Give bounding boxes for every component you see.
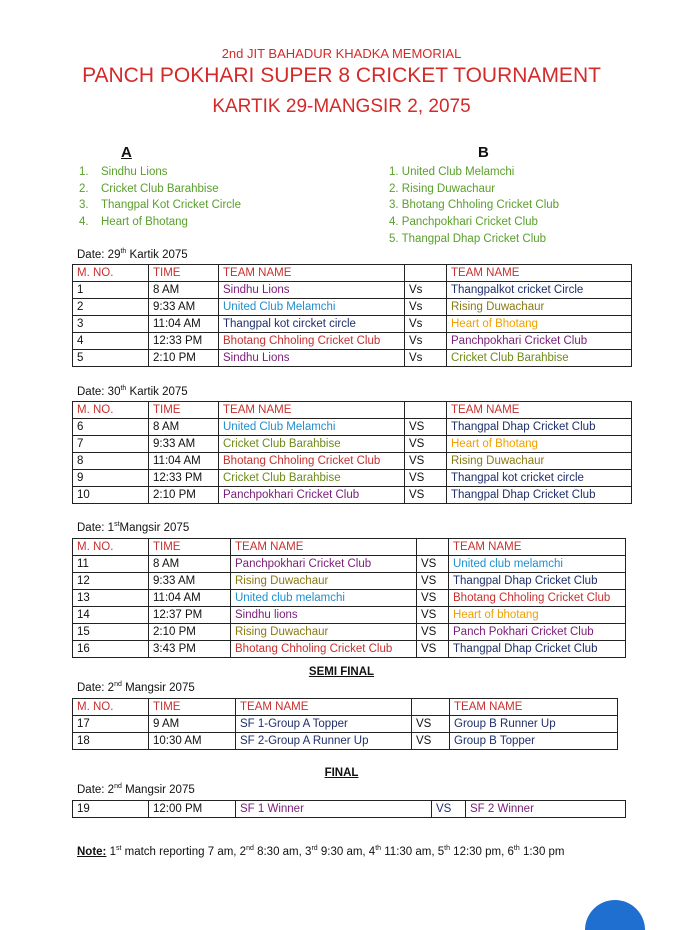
day-1-schedule-table [72,264,632,367]
table-row [73,716,618,733]
match-number: 3 [73,316,149,333]
team-1: SF 2-Group A Runner Up [236,733,412,750]
table-row [73,316,632,333]
match-rows [73,556,626,658]
match-rows [73,282,632,367]
team-2: Rising Duwachaur [447,299,632,316]
match-number: 13 [73,590,149,607]
team-1: Rising Duwachaur [231,624,417,641]
team-1: Cricket Club Barahbise [219,436,405,453]
match-time: 12:37 PM [149,607,231,624]
team-2: Thangpal Dhap Cricket Club [449,573,626,590]
team-2: Heart of Bhotang [447,436,632,453]
match-number: 14 [73,607,149,624]
team-2: Thangpal Dhap Cricket Club [447,419,632,436]
team-2: Thangpalkot cricket Circle [447,282,632,299]
match-time: 8 AM [149,556,231,573]
table-row [73,299,632,316]
team-2: Panch Pokhari Cricket Club [449,624,626,641]
match-number: 7 [73,436,149,453]
group-b-team: 2. Rising Duwachaur [389,182,496,195]
group-a-team: 1. Sindhu Lions [79,166,168,178]
match-time: 8 AM [149,419,219,436]
group-a-team: 4. Heart of Bhotang [79,216,188,229]
match-number: 2 [73,299,149,316]
team-1: Sindhu lions [231,607,417,624]
match-time: 9:33 AM [149,573,231,590]
team-1: Rising Duwachaur [231,573,417,590]
versus: VS [412,716,450,733]
match-rows [73,716,618,750]
match-time: 12:33 PM [149,333,219,350]
match-time: 12:00 PM [149,801,236,818]
match-time: 10:30 AM [149,733,236,750]
team-1: United club melamchi [231,590,417,607]
versus: VS [417,641,449,658]
match-number: 9 [73,470,149,487]
match-time: 2:10 PM [149,350,219,367]
team-2: Group B Runner Up [450,716,618,733]
team-1: Panchpokhari Cricket Club [231,556,417,573]
semi-final-date: Date: 2nd Mangsir 2075 [77,681,195,694]
table-row [73,419,632,436]
table-row [73,573,626,590]
team-2: Group B Topper [450,733,618,750]
final-title: FINAL [324,767,359,779]
table-row [73,624,626,641]
final-table [72,800,626,818]
semi-final-title: SEMI FINAL [308,666,375,678]
match-number: 5 [73,350,149,367]
versus: VS [405,487,447,504]
group-a-list [79,164,241,231]
match-number: 10 [73,487,149,504]
versus: VS [417,556,449,573]
group-b-team: 4. Panchpokhari Cricket Club [389,216,538,229]
team-2: Thangpal Dhap Cricket Club [449,641,626,658]
team-1: United Club Melamchi [219,299,405,316]
versus: Vs [405,299,447,316]
table-row [73,733,618,750]
table-row [73,470,632,487]
team-1: Sindhu Lions [219,350,405,367]
team-1: SF 1 Winner [236,801,432,818]
day-1-date: Date: 29th Kartik 2075 [77,248,188,261]
team-2: Panchpokhari Cricket Club [447,333,632,350]
group-b-team: 1. United Club Melamchi [389,166,515,178]
match-time: 2:10 PM [149,487,219,504]
versus: VS [405,436,447,453]
team-2: Rising Duwachaur [447,453,632,470]
day-2-schedule-table [72,401,632,504]
day-3-schedule-table [72,538,626,658]
final-date: Date: 2nd Mangsir 2075 [77,783,195,796]
match-number: 1 [73,282,149,299]
versus: VS [417,590,449,607]
match-number: 4 [73,333,149,350]
versus: Vs [405,350,447,367]
team-2: Thangpal Dhap Cricket Club [447,487,632,504]
group-a-team: 3. Thangpal Kot Cricket Circle [79,199,241,212]
team-1: SF 1-Group A Topper [236,716,412,733]
team-1: Panchpokhari Cricket Club [219,487,405,504]
team-1: Bhotang Chholing Cricket Club [219,333,405,350]
match-time: 8 AM [149,282,219,299]
versus: Vs [405,333,447,350]
match-number: 12 [73,573,149,590]
header-subtitle: 2nd JIT BAHADUR KHADKA MEMORIAL [221,46,462,61]
team-1: Cricket Club Barahbise [219,470,405,487]
match-number: 15 [73,624,149,641]
match-time: 12:33 PM [149,470,219,487]
table-row [73,641,626,658]
table-row [73,590,626,607]
team-1: Sindhu Lions [219,282,405,299]
match-number: 19 [73,801,149,818]
team-2: Thangpal kot cricket circle [447,470,632,487]
versus: VS [412,733,450,750]
match-time: 11:04 AM [149,453,219,470]
match-number: 8 [73,453,149,470]
table-row [73,453,632,470]
table-header-row: M. NO. TIME TEAM NAME TEAM NAME [73,699,618,716]
versus: VS [405,419,447,436]
match-time: 9:33 AM [149,299,219,316]
group-b-team: 5. Thangpal Dhap Cricket Club [389,232,547,245]
versus: VS [405,453,447,470]
team-2: Cricket Club Barahbise [447,350,632,367]
match-number: 16 [73,641,149,658]
match-time: 2:10 PM [149,624,231,641]
match-time: 9:33 AM [149,436,219,453]
versus: VS [432,801,466,818]
team-1: Bhotang Chholing Cricket Club [219,453,405,470]
tournament-dates: KARTIK 29-MANGSIR 2, 2075 [212,96,471,117]
versus: VS [417,607,449,624]
table-row [73,801,626,818]
match-time: 11:04 AM [149,590,231,607]
tournament-title: PANCH POKHARI SUPER 8 CRICKET TOURNAMENT [82,64,601,87]
match-rows [73,419,632,504]
semi-final-table [72,698,618,750]
team-1: Bhotang Chholing Cricket Club [231,641,417,658]
table-row [73,436,632,453]
day-2-date: Date: 30th Kartik 2075 [77,385,188,398]
match-number: 17 [73,716,149,733]
reporting-note: Note: 1st match reporting 7 am, 2nd 8:30 am, 3rd 9:30 am, 4th 11:30 am, 5th 12:30 pm, 6th 1:30 pm [77,845,565,858]
table-header-row: M. NO. TIME TEAM NAME TEAM NAME [73,539,626,556]
table-row [73,607,626,624]
versus: Vs [405,316,447,333]
team-1: United Club Melamchi [219,419,405,436]
versus: VS [417,624,449,641]
match-time: 9 AM [149,716,236,733]
match-number: 11 [73,556,149,573]
group-a-team: 2. Cricket Club Barahbise [79,182,219,195]
versus: Vs [405,282,447,299]
group-b-team: 3. Bhotang Chholing Cricket Club [389,199,560,212]
team-2: Bhotang Chholing Cricket Club [449,590,626,607]
match-time: 3:43 PM [149,641,231,658]
team-2: Heart of Bhotang [447,316,632,333]
group-a-title: A [121,144,132,161]
team-2: Heart of bhotang [449,607,626,624]
table-row [73,350,632,367]
table-header-row: M. NO. TIME TEAM NAME TEAM NAME [73,402,632,419]
versus: VS [417,573,449,590]
group-b-list [389,164,559,247]
team-2: United club melamchi [449,556,626,573]
corner-badge-shape [585,900,645,930]
table-header-row: M. NO. TIME TEAM NAME TEAM NAME [73,265,632,282]
group-b-title: B [478,144,489,161]
team-2: SF 2 Winner [466,801,626,818]
table-row [73,333,632,350]
match-number: 6 [73,419,149,436]
versus: VS [405,470,447,487]
match-time: 11:04 AM [149,316,219,333]
table-row [73,487,632,504]
match-number: 18 [73,733,149,750]
table-row [73,556,626,573]
team-1: Thangpal kot circket circle [219,316,405,333]
day-3-date: Date: 1stMangsir 2075 [77,521,190,534]
table-row [73,282,632,299]
